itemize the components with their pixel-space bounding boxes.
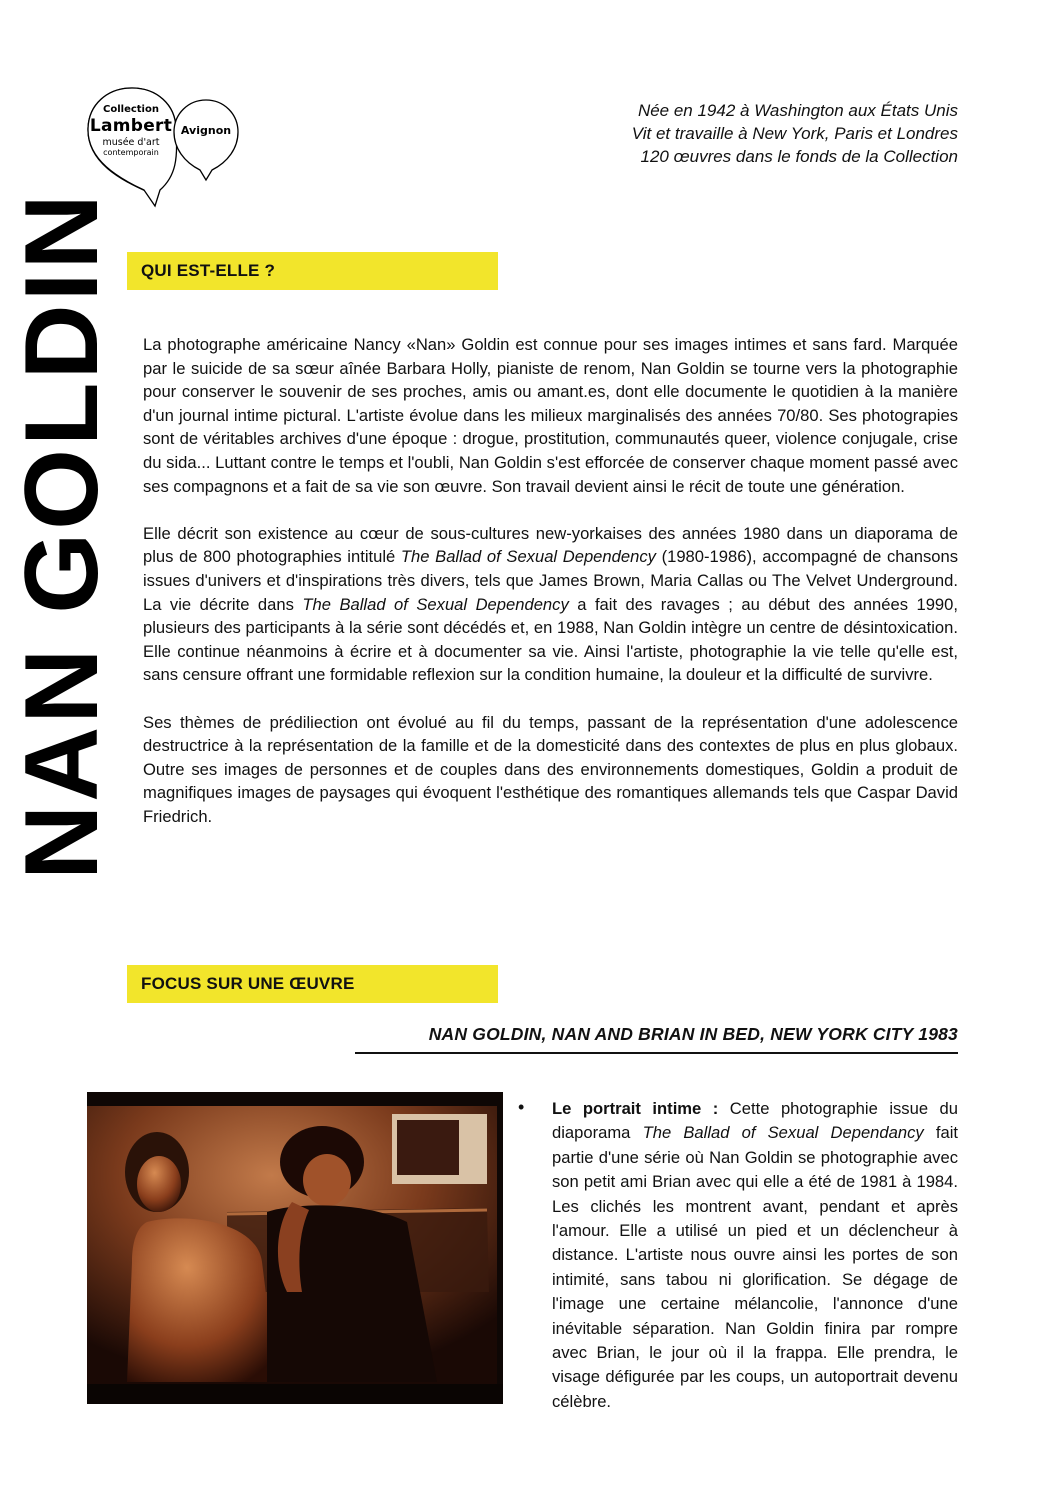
artist-name-vertical-title: NAN GOLDIN xyxy=(4,191,120,880)
logo-musee-text: musée d'art xyxy=(102,137,160,148)
biography-text xyxy=(143,333,958,852)
artwork-photo xyxy=(87,1092,503,1404)
paragraph-text: Elle décrit son existence au cœur de sous-cultures new-yorkaises des années 1980 dans un diaporama de plus de 800 photographies intitulé xyxy=(143,523,958,567)
paragraph-text: (1980-1986), accompagné de chansons issues d'univers et d'inspirations très divers, tels que James Brown, Maria Callas ou The Velvet Underground. La vie décrite dans xyxy=(143,547,959,614)
logo-lambert-text: Lambert xyxy=(89,116,173,136)
bullet-icon: • xyxy=(518,1097,525,1117)
section-heading-focus: FOCUS SUR UNE ŒUVRE xyxy=(141,974,355,993)
paragraph-text: a fait des ravages ; au début des années 1990, plusieurs des participants à la série sont décédés et, en 1988, Nan Goldin intègre un centre de désintoxication. Elle continue néanmoins à écrire et à documenter sa vie. Ainsi l'artiste, photographie la vie telle qu'elle est, sans censure offrant une formidable reflexion sur la condition humaine, la douleur et la difficulté de survivre. xyxy=(143,594,958,685)
description-text: Cette photographie issue du diaporama xyxy=(552,1099,958,1143)
artwork-description-text xyxy=(552,1097,958,1414)
meta-birth: Née en 1942 à Washington aux États Unis xyxy=(637,101,958,120)
description-text: fait partie d'une série où Nan Goldin se photographie avec son petit ami Brian avec qui elle a été de 1981 à 1984. Les clichés les montrent avant, pendant et après l'amour. Elle a utilisé un pied et un déclencheur à distance. L'artiste nous ouvre ainsi les portes de son intimité, sans tabou ni glorification. Se dégage de l'image une certaine mélancolie, l'annonce d'une inévitable séparation. Nan Goldin finira par rompre avec Brian, le jour où il la frappa. Elle prendra, le visage défigurée par les coups, un autoportrait devenu célèbre. xyxy=(552,1123,958,1411)
biography-paragraph: La photographe américaine Nancy «Nan» Goldin est connue pour ses images intimes et sans fard. Marquée par le suicide de sa sœur aînée Barbara Holly, pianiste de renom, Nan Goldin se tourne vers la photographie pour conserver le souvenir de ses proches, amis ou amant.es, dont elle documente le quotidien à la manière d'un journal intime pictural. L'artiste évolue dans les milieux marginalisés des années 70/80. Ses photograpies sont de véritables archives d'une époque : drogue, prostitution, communautés queer, violence conjugale, crise du sida... Luttant contre le temps et l'oubli, Nan Goldin s'est efforcée de conserver chaque moment passé avec ses compagnons et a fait de sa vie son œuvre. Son travail devient ainsi le récit de toute une génération. xyxy=(143,335,958,496)
logo-contemporain-text: contemporain xyxy=(103,148,159,157)
featured-work-title: NAN GOLDIN, NAN AND BRIAN IN BED, NEW YORK CITY 1983 xyxy=(428,1024,958,1044)
biography-paragraph: Ses thèmes de prédiliection ont évolué au fil du temps, passant de la représentation d'une adolescence destructrice à la représentation de la famille et de la domesticité dans des contextes de plus en plus globaux. Outre ses images de personnes et de couples dans des environnements domestiques, Goldin a produit de magnifiques images de paysages qui évoquent l'esthétique des romantiques allemands tels que Caspar David Friedrich. xyxy=(143,712,958,826)
logo-city-text: Avignon xyxy=(180,124,232,137)
artist-meta xyxy=(632,99,958,168)
collection-lambert-logo xyxy=(80,84,250,208)
work-title-italic: The Ballad of Sexual Dependency xyxy=(302,594,569,614)
biography-paragraph xyxy=(143,522,958,687)
logo-collection-text: Collection xyxy=(103,104,159,115)
work-title-italic: The Ballad of Sexual Dependancy xyxy=(642,1123,924,1143)
section-heading-banner xyxy=(127,965,498,1003)
meta-residence: Vit et travaille à New York, Paris et Londres xyxy=(631,124,958,143)
section-heading-banner xyxy=(127,252,498,290)
artwork-photo-image xyxy=(87,1092,503,1404)
section-heading-who: QUI EST-ELLE ? xyxy=(141,261,276,280)
meta-works-count: 120 œuvres dans le fonds de la Collection xyxy=(640,147,958,166)
title-underline-divider xyxy=(355,1052,958,1054)
work-title-italic: The Ballad of Sexual Dependency xyxy=(400,547,656,567)
description-label: Le portrait intime : xyxy=(552,1099,719,1118)
